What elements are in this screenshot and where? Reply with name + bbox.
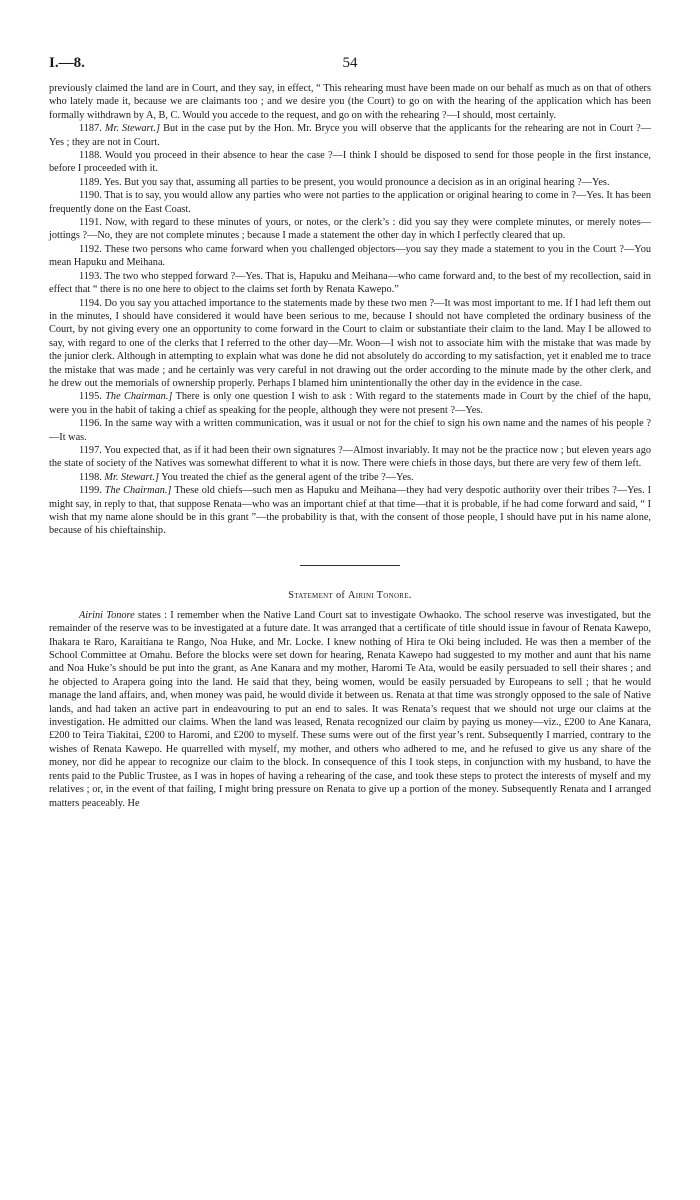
evidence-paragraphs [49, 82, 651, 538]
evidence-paragraph [49, 82, 651, 122]
question-number: 1197. [79, 444, 102, 456]
paragraph-text: That is to say, you would allow any parties who were not parties to the application or original hearing to come in ?—Yes. It has been frequently done on the East Coast. [49, 190, 651, 215]
evidence-paragraph [49, 149, 651, 176]
evidence-paragraph [49, 471, 651, 484]
statement-heading-of: of [335, 589, 346, 601]
evidence-paragraph [49, 122, 651, 149]
statement-paragraph [49, 609, 651, 810]
question-number: 1190. [79, 190, 102, 202]
question-number: 1198. [79, 471, 102, 483]
question-number: 1187. [79, 123, 102, 135]
evidence-paragraph [49, 390, 651, 417]
page-header [49, 55, 651, 77]
paragraph-text: These old chiefs—such men as Hapuku and Meihana—they had very despotic authority over their tribes ?—Yes. I might say, in reply to that, that suppose Renata—who was an important chief at that time—that it is probable, if he had come forward and said, “ I wish that my name alone should be in this grant ”—the probability is that, with the consent of those people, I should have put in his name alone, because of his chieftainship. [49, 485, 651, 537]
speaker-label: The Chairman.] [104, 485, 172, 497]
question-number: 1196. [79, 418, 102, 430]
evidence-paragraph [49, 243, 651, 270]
question-number: 1189. [79, 176, 102, 188]
paragraph-text: previously claimed the land are in Court, and they say, in effect, “ This rehearing must have been made on our behalf as much as on that of others who lately made it, because we are claimants too ; and we desire you (the Court) to go on with the hearing of the application which has been formally withdrawn by A, B, C. Would you accede to the request, and go on with the rehearing ?—I should, most certainly. [49, 83, 651, 121]
paragraph-text: These two persons who came forward when you challenged objectors—you say they made a statement to you in the Court ?—You mean Hapuku and Meihana. [49, 243, 651, 269]
statement-speaker: Airini Tonore [79, 609, 135, 621]
paragraph-text: But in the case put by the Hon. Mr. Bryce you will observe that the applicants for the rehearing are not in Court ?—Yes ; they are not in Court. [49, 123, 652, 148]
paragraph-text: You treated the chief as the general agent of the tribe ?—Yes. [161, 471, 414, 483]
paragraph-text: There is only one question I wish to ask : With regard to the statements made in Court by the chief of the hapu, were you in the habit of taking a chief as speaking for the people, although they were not present ?—Yes. [49, 391, 651, 416]
question-number: 1192. [79, 243, 102, 255]
question-number: 1188. [79, 150, 102, 162]
speaker-label: Mr. Stewart.] [104, 471, 160, 483]
page-number: 54 [342, 55, 358, 71]
speaker-label: Mr. Stewart.] [104, 123, 161, 135]
statement-heading [49, 590, 651, 601]
question-number: 1195. [79, 391, 102, 403]
evidence-paragraph [49, 297, 651, 391]
question-number: 1199. [79, 485, 102, 497]
evidence-paragraph [49, 189, 651, 216]
statement-heading-name: Airini Tonore. [348, 589, 412, 601]
paragraph-text: Yes. But you say that, assuming all parties to be present, you would pronounce a decision as in an original hearing ?—Yes. [104, 176, 610, 188]
question-number: 1194. [79, 297, 102, 309]
evidence-paragraph [49, 270, 651, 297]
paragraph-text: You expected that, as if it had been their own signatures ?—Almost invariably. It may not be the practice now ; but eleven years ago the state of society of the Natives was somewhat different to what it is now. There were chiefs in those days, but there are very few of them left. [49, 444, 651, 470]
evidence-paragraph [49, 484, 651, 538]
paragraph-text: Do you say you attached importance to the statements made by these two men ?—It was most important to me. If I had left them out in the minutes, I should have considered it would have been serious to me, because I should not have completed the ordinary business of the Court, by not giving every one an opportunity to come forward in the Court to claim or substantiate their claim to the land. May I be allowed to say, with regard to one of the clerks that I referred to the other day—Mr. Woon—I wish not to associate him with the mistake that was made by the junior clerk. Although in attempting to explain what was done he did not absolutely do according to my satisfaction, yet it enabled me to trace the mistake that was made ; and he certainly was very careful in not drawing out the order according to the minute made by the other clerk, and he drew out the memorials of ownership properly. Perhaps I blamed him unintentionally the other day in the evidence in the case. [49, 297, 651, 389]
paragraph-text: Would you proceed in their absence to hear the case ?—I think I should be disposed to send for those people in the first instance, before I proceeded with it. [49, 150, 652, 175]
question-number: 1193. [79, 270, 102, 282]
evidence-paragraph [49, 216, 651, 243]
evidence-paragraph [49, 417, 651, 444]
paragraph-text: In the same way with a written communication, was it usual or not for the chief to sign his own name and the names of his people ?—It was. [49, 418, 651, 443]
report-reference: I.—8. [49, 55, 85, 71]
question-number: 1191. [79, 217, 102, 229]
evidence-paragraph [49, 176, 651, 189]
statement-text: states : I remember when the Native Land Court sat to investigate Owhaoko. The school reserve was investigated, but the remainder of the reserve was to be investigated at a future date. It was arranged that a certificate of title should issue in favour of Renata Kawepo, Ihakara te Raro, Karaitiana te Rango, Noa Huke, and Mr. Locke. I knew nothing of Hira te Oki being included. He was then a member of the School Committee at Omahu. Before the blocks were set down for hearing, Renata Kawepo had suggested to my mother and aunt that his name and Noa Huke’s should be put into the grant, as Ane Kanara and my mother, Haromi Te Ata, would be easily persuaded to sell their shares ; and he objected to Arapera going into the land. He said that they, being women, would be easily persuaded by Europeans to sell ; that he would manage the land affairs, and, when money was paid, he would divide it between us. Renata at that time was strongly opposed to the sale of Native lands, and had taken an active part in endeavouring to put an end to sales. It was Renata’s request that we should not urge our claims at the investigation. He admitted our claims. When the land was leased, Renata recognized our claim by paying us money—viz., £200 to Ane Kanara, £200 to Teira Tiakitai, £200 to Haromi, and £200 to myself. These sums were out of the first year’s rent. Subsequently I married, contrary to the wishes of Renata Kawepo. He quarrelled with myself, my mother, and others who adhered to me, and he refused to give us any share of the money, nor did he appear to recognize our claim to the block. In consequence of this I took steps, in conjunction with my husband, to have the rents paid to the Public Trustee, as I was in hopes of having a rehearing of the case, and took these steps to protect the interests of myself and my relatives ; or, in the event of that failing, I might bring pressure on Renata to give up a portion of the money. Subsequently Renata and I arranged matters peaceably. He [49, 609, 651, 809]
section-divider [300, 565, 400, 566]
paragraph-text: The two who stepped forward ?—Yes. That is, Hapuku and Meihana—who came forward and, to the best of my recollection, said in effect that “ there is no one here to object to the claims set forth by Renata Kawepo.” [49, 270, 651, 296]
statement-heading-prefix: Statement [288, 589, 334, 601]
evidence-paragraph [49, 444, 651, 471]
document-body [49, 82, 651, 810]
paragraph-text: Now, with regard to these minutes of yours, or notes, or the clerk’s : did you say they were complete minutes, or merely notes—jottings ?—No, they are not complete minutes ; because I made a statement the other day in which I perfectly cleared that up. [49, 217, 651, 242]
speaker-label: The Chairman.] [105, 391, 173, 403]
